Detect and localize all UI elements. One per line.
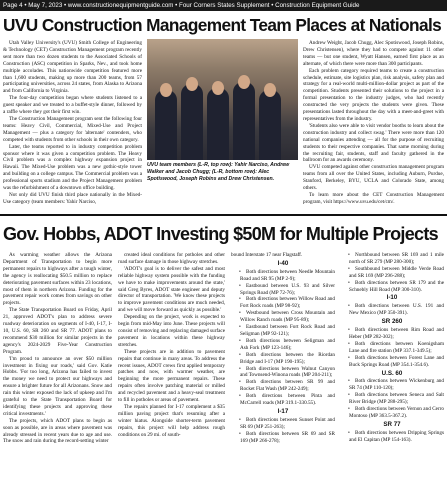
article2-column-1 xyxy=(3,252,112,478)
section-heading: I-17 xyxy=(277,407,289,415)
bullet-item: • Eastbound between U.S. 93 and Silver Springs Road (MP 72-76); xyxy=(231,283,335,297)
headline-uvu: UVU Construction Management Team Places at Nationals xyxy=(3,15,442,35)
bullet-item: • Both directions between Walnut Canyon and Townsend-Winona roads (MP 204-211); xyxy=(231,366,335,380)
paragraph: UVU competed against other construction management program teams from all over the United States, including Auburn, Purdue, Stanford, Berkeley, BYU, UCLA and Colorado State, among others. xyxy=(303,164,444,192)
bullet-item: • Both directions between Seligman and Ash Fork (MP 123-146); xyxy=(231,338,335,352)
bullet-item: • Both directions between U.S. 191 and New Mexico (MP 350-391). xyxy=(340,303,444,317)
article1-column-3 xyxy=(303,40,444,212)
bullet-item: • Both directions between Vernon and Cerro Montoso (MP 363.5-367.2). xyxy=(340,406,444,420)
bullet-item: • Both directions between Dripping Springs and El Capitan (MP 154-163). xyxy=(340,430,444,444)
article1-column-1 xyxy=(3,40,142,212)
bullet-item: • Both directions between Sunset Point and SR 69 (MP 251-263); xyxy=(231,417,335,431)
photo-caption: UVU team members (L-R, top row): Yahir Narciso, Andrew Walker and Jacob Chugg; (L-R, bottom row): Alec Spotiswood, Joseph Robins and Drew Christensen. xyxy=(147,162,290,182)
bullet-item: • Both directions between SR 99 and Rocket Flat Wash (MP 242-249); xyxy=(231,379,335,393)
bullet-item: • Both directions between Pinta and McCarrell roads (MP 319.1-330.55). xyxy=(231,393,335,407)
section-heading: SR 260 xyxy=(381,318,403,326)
headline-adot: Gov. Hobbs, ADOT Investing $50M for Multiple Projects xyxy=(3,224,438,244)
article2-column-2 xyxy=(118,252,225,478)
bullet-item: • Eastbound between Fort Rock Road and Seligman (MP 92-121); xyxy=(231,324,335,338)
bullet-item: • Both directions between Rim Road and Heber (MP 282-302); xyxy=(340,327,444,341)
team-photo xyxy=(147,39,298,160)
bullet-item: • Northbound between SR 169 and 1 mile north of SR 279 (MP 280-300); xyxy=(340,252,444,266)
article2-column-3 xyxy=(231,252,335,478)
bullet-item: • Both directions between SR 179 and the Schnebly Hill Road (MP 300-310). xyxy=(340,280,444,294)
bullet-item: • Both directions between Koenigsham Lane and fire station (MP 337.1-349.5); xyxy=(340,341,444,355)
paragraph: Each problem category required teams to create a construction schedule, estimate, site logistics plan, risk analysis, safety plan and strategy for a real-world multi-million-dollar project as part of the competition. Students presented their solutions to the project in a formal presentation to the industry judges, who had recently constructed the very projects the students were given. These presentations lasted throughout the day with a meet-and-greet with representatives from the industry. xyxy=(303,67,444,122)
paragraph: Depending on the project, work is expected to begin from mid-May into June. These projects will consist of removing and replacing damaged surface pavement in locations within these highway stretches. xyxy=(118,314,225,348)
paragraph: 'ADOT's goal is to deliver the safest and most reliable highway system possible with the funding we have to make improvements around the state,' said Greg Byres, ADOT state engineer and deputy director of transportation. 'We know these projects to improve pavement conditions are much needed, and we will move forward as quickly as possible.' xyxy=(118,265,225,314)
paragraph: The four-day competition began where students listened to a guest speaker and we treated to a buffet-style dinner, followed by a raffle where they got their first win. xyxy=(3,95,142,116)
bullet-item: • Both directions between Forest Lane and Buck Springs Road (MP 354.1-354.6). xyxy=(340,355,444,369)
paragraph: The Construction Management program sent the following four teams: Heavy Civil, Commercial, Mixed-Use and Project Management — plus a category for 'alternate' contenders, who competed with students from other schools in their own category. xyxy=(3,115,142,143)
section-heading: U.S. 60 xyxy=(381,369,403,377)
paragraph: The projects, which ADOT plans to begin as soon as possible, are in areas where pavement was already stressed in recent years due to age and use. The snow and rain during the record-setting winter xyxy=(3,417,112,445)
section-divider xyxy=(0,214,447,216)
bullet-item: • Both directions between Needle Mountain Road and SR 95 (MP 2-9); xyxy=(231,269,335,283)
page-header-bar: Page 4 • May 7, 2023 • www.constructionequipmentguide.com • Four Corners States Supplement • Construction Equipment Guide xyxy=(0,0,447,11)
bullet-item: • Both directions between SR 69 and SR 169 (MP 266-278); xyxy=(231,431,335,445)
section-heading: I-10 xyxy=(386,294,398,302)
paragraph: As warming weather allows the Arizona Department of Transportation to begin more permanent repairs to highways after a tough winter, the agency is reallocating $50.5 million to replace deteriorating pavement surfaces within 23 locations, most of them in northern Arizona. Funding for the pavement repair work comes from savings on other projects. xyxy=(3,252,112,307)
bullet-item: • Westbound between Cross Mountain and Willow Ranch roads (MP 95-89); xyxy=(231,310,335,324)
bullet-item: • Both directions between the Riordan Bridge and I-17 (MP 190-195); xyxy=(231,352,335,366)
bullet-item: • Southbound between Middle Verde Road and SR 169 (MP 296-288); xyxy=(340,266,444,280)
paragraph: Not only did UVU finish third place nationally in the Mixed-Use category (team members: Yahir Narciso, xyxy=(3,191,142,205)
paragraph: Andrew Weight, Jacob Chugg, Alec Spotiswood, Joseph Robins, Drew Christensen), where they had to compete against 11 other teams — but one student, Wyatt Hansen, earned first place as an alternate, of which there were more than 300 participants. xyxy=(303,40,444,67)
bullet-item: • Both directions between Seneca and Salt River Bridge (MP 288-295); xyxy=(340,392,444,406)
paragraph: 'Students also were able to visit vendor booths to learn about the construction industry and collect swag.' There were more than 120 national companies attending — all for the purpose of recruiting students to their respective companies. That same morning during the recruiting fair, students, staff and faculty gathered in the ballroom for an awards ceremony. xyxy=(303,122,444,164)
paragraph: The repairs planned for I-17 complement a $35 million paving project that's resuming after a winter hiatus. Alongside shorter-term pavement repairs, this project will help address rough conditions on 29 mi. of south- xyxy=(118,403,225,438)
paragraph: bound Interstate 17 near Flagstaff. xyxy=(231,252,303,258)
paragraph: The State Transportation Board on Friday, April 21, approved ADOT's plan to address severe roadway deterioration on segments of I-40, I-17, I-10, U.S. 60, SR 260 and SR 77. ADOT plans to recommend $30 million for similar projects in the agency's 2024-2029 Five-Year Construction Program. xyxy=(3,307,112,355)
paragraph: Later, the teams reported to in industry competition problem sponsor where it was given a competition problem. The Heavy Civil problem was a complex highway expansion project in Hawaii. The Mixed-Use problem was a new gothic-style tower and building on a college campus. The Commercial problem was a professional sports stadium and the Project Management problem was the refurbishment of a downtown office building. xyxy=(3,143,142,192)
section-heading: I-40 xyxy=(277,259,289,267)
paragraph: To learn more about the CET Construction Management program, visit https://www.uvu.edu/cet/cm/. xyxy=(303,191,444,205)
paragraph: 'I'm proud to announce an over $50 million investment in fixing our roads,' said Gov. Katie Hobbs. 'For too long, Arizona has failed to invest the money we need to protect our highways and ensure a brighter future for all Arizonans. Snow and rain this winter exposed the lack of upkeep and I'm grateful to the State Transportation Board for identifying these projects and approving these critical investments.' xyxy=(3,355,112,417)
article2-column-4 xyxy=(340,252,444,478)
paragraph: These projects are in addition to pavement repairs that continue in many areas. To address the recent issues, ADOT crews first applied temporary patches and now, with warmer weather, are beginning the more permanent repairs. These repairs often involve patching material or milled and recycled pavement and a heavy-seal treatment to fill in potholes or areas of pavement. xyxy=(118,348,225,404)
paragraph: Utah Valley University's (UVU) Smith College of Engineering & Technology (CET) Construction Management program recently sent more than two dozen students to the Associated Schools of Construction (ASC) competition in Sparks, Nev., and took home multiple accolades. This nationwide competition featured more than 1,600 students, making up more than 200 teams, from 57 participating universities, across 24 states, from Alaska to Arizona and from California to Virginia. xyxy=(3,40,142,95)
section-heading: SR 77 xyxy=(383,420,401,428)
paragraph: created ideal conditions for potholes and other road surface damage in those highway stretches. xyxy=(118,252,225,265)
bullet-item: • Both directions between Wickenburg and SR 74 (MP 110-120); xyxy=(340,378,444,392)
bullet-item: • Both directions between Willow Road and Fort Rock roads (MP 98-92); xyxy=(231,296,335,310)
